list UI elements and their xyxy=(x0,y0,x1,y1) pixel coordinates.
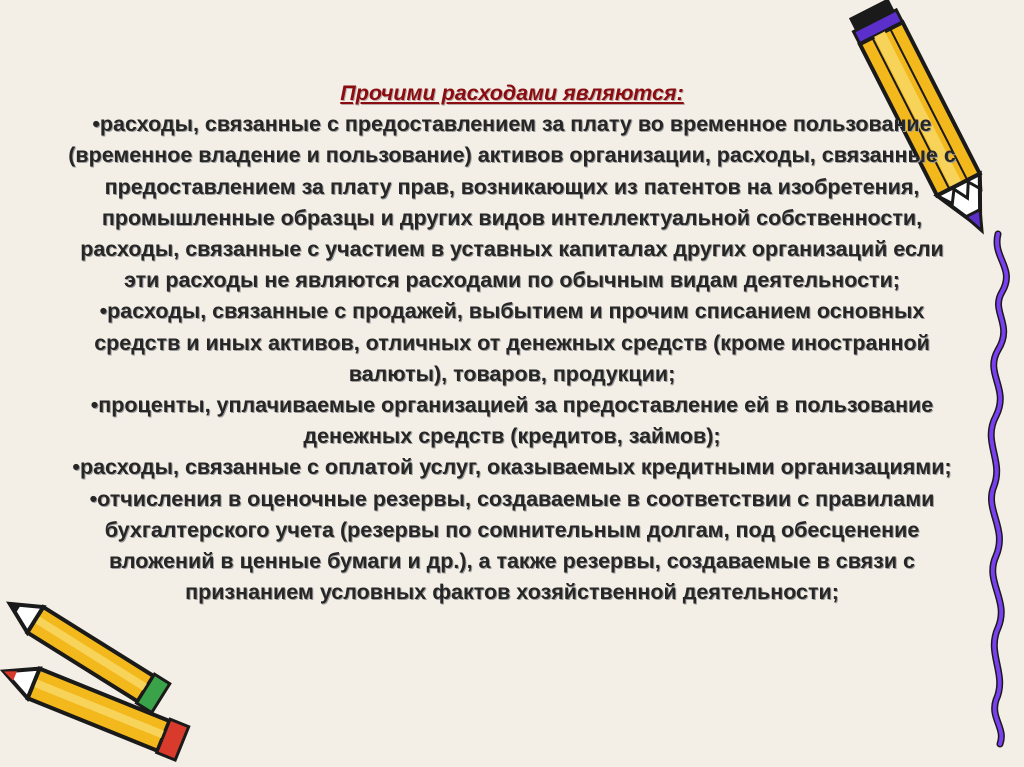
pencils-icon xyxy=(0,600,200,767)
list-item: •расходы, связанные с продажей, выбытием и прочим списанием основных средств и иных активов, отличных от денежных средств (кроме иностранной валюты), товаров, продукции; xyxy=(94,299,930,386)
list-item: •проценты, уплачиваемые организацией за предоставление ей в пользование денежных средств (кредитов, займов); xyxy=(90,393,934,449)
list-item: •расходы, связанные с оплатой услуг, оказываемых кредитными организациями; xyxy=(72,455,952,480)
list-item: •отчисления в оценочные резервы, создаваемые в соответствии с правилами бухгалтерского учета (резервы по сомнительным долгам, под обесценение вложений в ценные бумаги и др.), а также резервы, создаваемые в связи с признанием условных фактов хозяйственной деятельности; xyxy=(89,486,935,605)
slide-heading: Прочими расходами являются: xyxy=(340,81,684,105)
list-item: •расходы, связанные с предоставлением за плату во временное пользование (временное владение и пользование) активов организации, расходы, связанные с предоставлением за плату прав, возникающих из патентов на изобретения, промышленные образцы и других видов интеллектуальной собственности, расходы, связанные с участием в уставных капиталах других организаций если эти расходы не являются расходами по обычным видам деятельности; xyxy=(68,112,956,293)
slide-text xyxy=(62,78,962,608)
